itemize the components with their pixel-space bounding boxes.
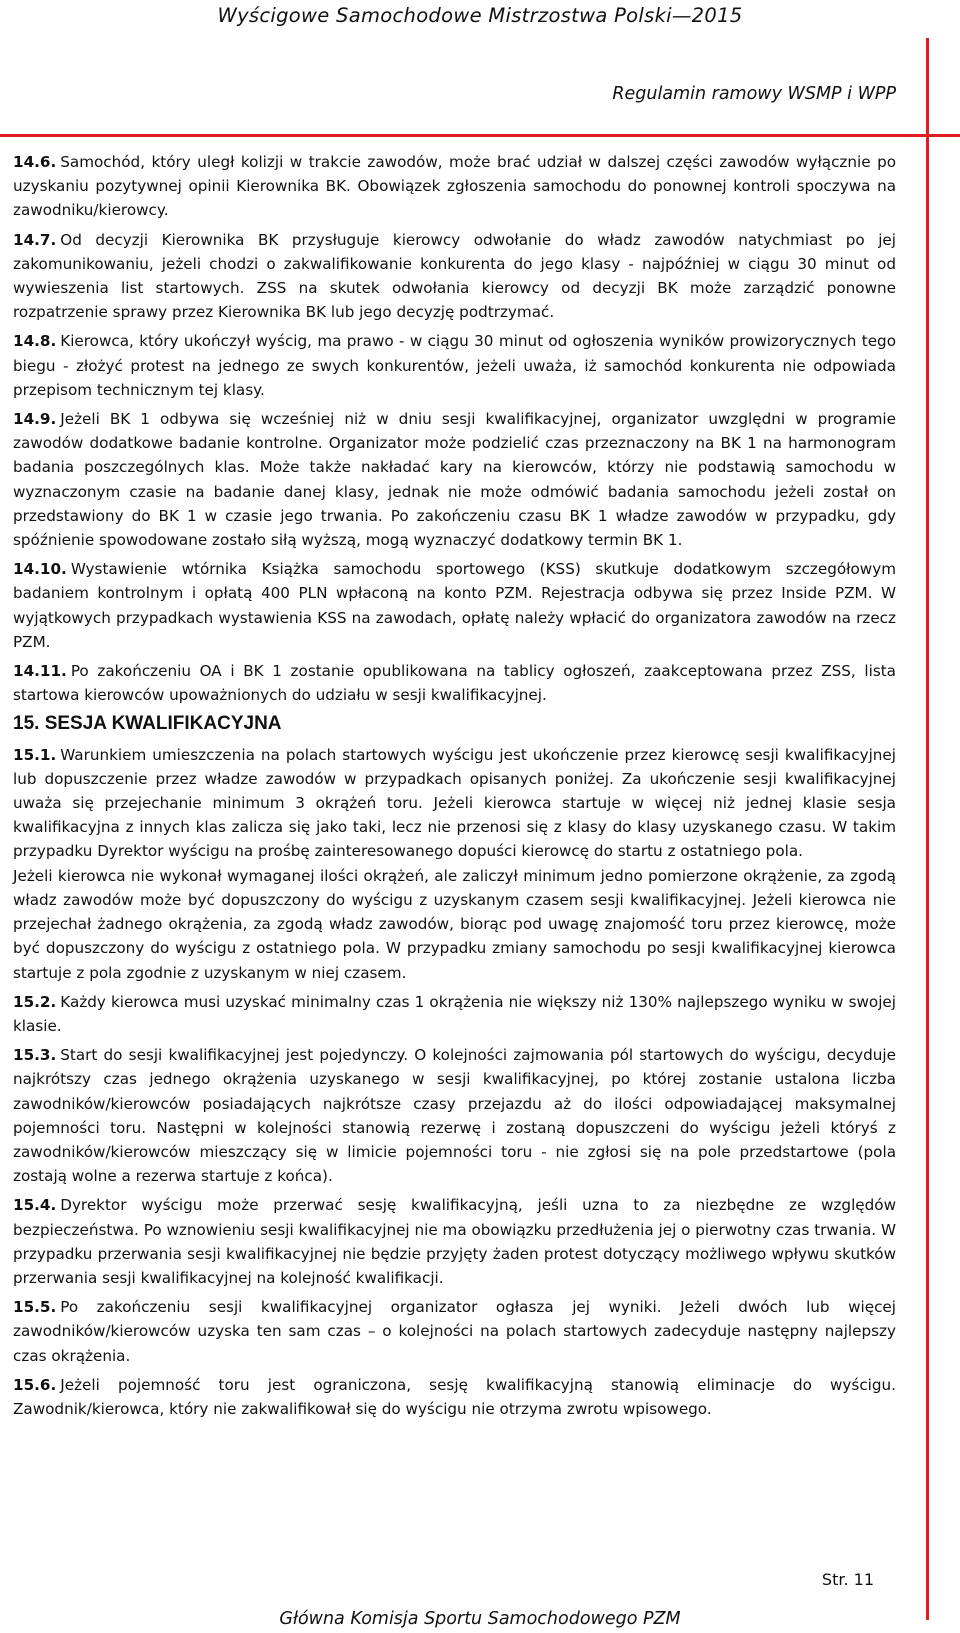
paragraph-number: 14.8. — [13, 332, 57, 351]
paragraph-15-3 — [13, 1043, 896, 1188]
section-heading: 15. SESJA KWALIFIKACYJNA — [13, 713, 282, 735]
paragraph-text: Po zakończeniu OA i BK 1 zostanie opublikowana na tablicy ogłoszeń, zaakceptowana przez ZSS, lista startowa kierowców upoważnionych do udziału w sesji kwalifikacyjnej. — [13, 662, 896, 705]
paragraph-text: Jeżeli pojemność toru jest ograniczona, sesję kwalifikacyjną stanowią eliminacje do wyścigu. Zawodnik/kierowca, który nie zakwalifikował się do wyścigu nie otrzyma zwrotu wpisowego. — [13, 1375, 896, 1418]
paragraph-15-1 — [13, 743, 896, 864]
paragraph-text: Wystawienie wtórnika Książka samochodu sportowego (KSS) skutkuje dodatkowym szczegółowym badaniem kontrolnym i opłatą 400 PLN wpłaconą na konto PZM. Rejestracja odbywa się przez Inside PZM. W wyjątkowych przypadkach wystawienia KSS na zawodach, opłatę należy wpłacić do organizatora zawodów na rzecz PZM. — [13, 560, 896, 651]
paragraph-text: Start do sesji kwalifikacyjnej jest pojedynczy. O kolejności zajmowania pól startowych do wyścigu, decyduje najkrótszy czas jednego okrążenia uzyskanego w sesji kwalifikacyjnej, po której zostanie ustalona liczba zawodników/kierowców posiadających najkrótsze czasy przejazdu aż do ilości odpowiadającej maksymalnej pojemności toru. Następni w kolejności stanowią rezerwę i zostaną dopuszczeni do wyścigu jeżeli któryś z zawodników/kierowców mieszczący się w limicie pojemności toru - nie zgłosi się na pole przedstartowe (pola zostają wolne a rezerwa startuje z końca). — [13, 1046, 896, 1186]
page-number: Str. 11 — [821, 1570, 874, 1589]
paragraph-text: Jeżeli kierowca nie wykonał wymaganej ilości okrążeń, ale zaliczył minimum jedno pomierzone okrążenie, za zgodą władz zawodów może być dopuszczony do wyścigu z uzyskanym czasem sesji kwalifikacyjnej. Jeżeli kierowca nie przejechał żadnego okrążenia, za zgodą władz zawodów, biorąc pod uwagę znajomość toru przez kierowcę, może być dopuszczony do wyścigu z ostatniego pola. W przypadku zmiany samochodu po sesji kwalifikacyjnej kierowca startuje z pola zgodnie z uzyskanym w niej czasem. — [13, 866, 896, 982]
paragraph-number: 14.7. — [13, 230, 57, 249]
paragraph-number: 14.11. — [13, 662, 67, 681]
paragraph-text: Warunkiem umieszczenia na polach startowych wyścigu jest ukończenie przez kierowcę sesji kwalifikacyjnej lub dopuszczenie przez władze zawodów w przypadkach opisanych poniżej. Za ukończenie sesji kwalifikacyjnej uważa się przejechanie minimum 3 okrążeń toru. Jeżeli kierowca startuje w więcej niż jednej klasie sesja kwalifikacyjna z innych klas zalicza się jako taki, lecz nie przenosi się z klasy do klasy uzyskanego czasu. W takim przypadku Dyrektor wyścigu na prośbę zainteresowanego dopuści kierowcę do startu z ostatniego pola. — [13, 745, 896, 861]
paragraph-text: Kierowca, który ukończył wyścig, ma prawo - w ciągu 30 minut od ogłoszenia wyników prowizorycznych tego biegu - złożyć protest na jednego ze swych konkurentów, jeżeli uważa, iż samochód konkurenta nie odpowiada przepisom technicznym tej klasy. — [13, 332, 896, 399]
paragraph-14-10 — [13, 557, 896, 654]
document-footer: Główna Komisja Sportu Samochodowego PZM — [279, 1609, 681, 1629]
paragraph-number: 15.1. — [13, 745, 57, 764]
paragraph-number: 15.4. — [13, 1196, 57, 1215]
paragraph-14-9 — [13, 407, 896, 552]
paragraph-text: Po zakończeniu sesji kwalifikacyjnej organizator ogłasza jej wyniki. Jeżeli dwóch lub więcej zawodników/kierowców uzyska ten sam czas – o kolejności na polach startowych zadecyduje następny najlepszy czas okrążenia. — [13, 1298, 896, 1365]
paragraph-number: 15.5. — [13, 1298, 57, 1317]
paragraph-number: 15.6. — [13, 1375, 57, 1394]
document-header-subtitle: Regulamin ramowy WSMP i WPP — [612, 84, 896, 104]
paragraph-14-6 — [13, 150, 896, 223]
margin-rule-vertical — [926, 38, 929, 1620]
paragraph-15-1-continued — [13, 864, 896, 985]
paragraph-text: Dyrektor wyścigu może przerwać sesję kwalifikacyjną, jeśli uzna to za niezbędne ze względów bezpieczeństwa. Po wznowieniu sesji kwalifikacyjnej nie ma obowiązku przedłużenia jej o pierwotny czas trwania. W przypadku przerwania sesji kwalifikacyjnej nie będzie przyjęty żaden protest dotyczący możliwego wpływu skutków przerwania sesji kwalifikacyjnej na kolejność kwalifikacji. — [13, 1196, 896, 1287]
paragraph-number: 14.6. — [13, 153, 57, 171]
paragraph-14-7 — [13, 228, 896, 325]
paragraph-15-6 — [13, 1373, 896, 1421]
paragraph-text: Od decyzji Kierownika BK przysługuje kierowcy odwołanie do władz zawodów natychmiast po jej zakomunikowaniu, jeżeli chodzi o zakwalifikowanie konkurenta do jego klasy - najpóźniej w ciągu 30 minut od wywieszenia list startowych. ZSS na skutek odwołania kierowcy od decyzji BK może zarządzić ponowne rozpatrzenie sprawy przez Kierownika BK lub jego decyzję podtrzymać. — [13, 230, 896, 322]
paragraph-text: Każdy kierowca musi uzyskać minimalny czas 1 okrążenia nie większy niż 130% najlepszego wyniku w swojej klasie. — [13, 992, 896, 1035]
paragraph-number: 14.10. — [13, 560, 67, 579]
paragraph-15-2 — [13, 990, 896, 1038]
document-body — [13, 150, 896, 1426]
paragraph-number: 15.3. — [13, 1046, 57, 1065]
paragraph-14-8 — [13, 329, 896, 402]
paragraph-number: 14.9. — [13, 410, 57, 429]
document-header-title: Wyścigowe Samochodowe Mistrzostwa Polski—2015 — [217, 4, 743, 27]
paragraph-15-4 — [13, 1193, 896, 1290]
paragraph-14-11 — [13, 659, 896, 707]
paragraph-text: Samochód, który uległ kolizji w trakcie zawodów, może brać udział w dalszej części zawodów wyłącznie po uzyskaniu pozytywnej opinii Kierownika BK. Obowiązek zgłoszenia samochodu do ponownej kontroli spoczywa na zawodniku/kierowcy. — [13, 153, 896, 220]
paragraph-15-5 — [13, 1295, 896, 1368]
paragraph-text: Jeżeli BK 1 odbywa się wcześniej niż w dniu sesji kwalifikacyjnej, organizator uwzględni w programie zawodów dodatkowe badanie kontrolne. Organizator może podzielić czas przeznaczony na BK 1 na harmonogram badania poszczególnych klas. Może także nakładać kary na kierowców, którzy nie podstawią samochodu w wyznaczonym czasie na badanie danej klasy, jednak nie może odmówić badania samochodu jeżeli został on przedstawiony do BK 1 w czasie jego trwania. Po zakończeniu czasu BK 1 władze zawodów w przypadku, gdy spóźnienie spowodowane zostało siłą wyższą, mogą wyznaczyć dodatkowy termin BK 1. — [13, 410, 896, 550]
header-rule — [0, 134, 960, 137]
paragraph-number: 15.2. — [13, 992, 57, 1011]
